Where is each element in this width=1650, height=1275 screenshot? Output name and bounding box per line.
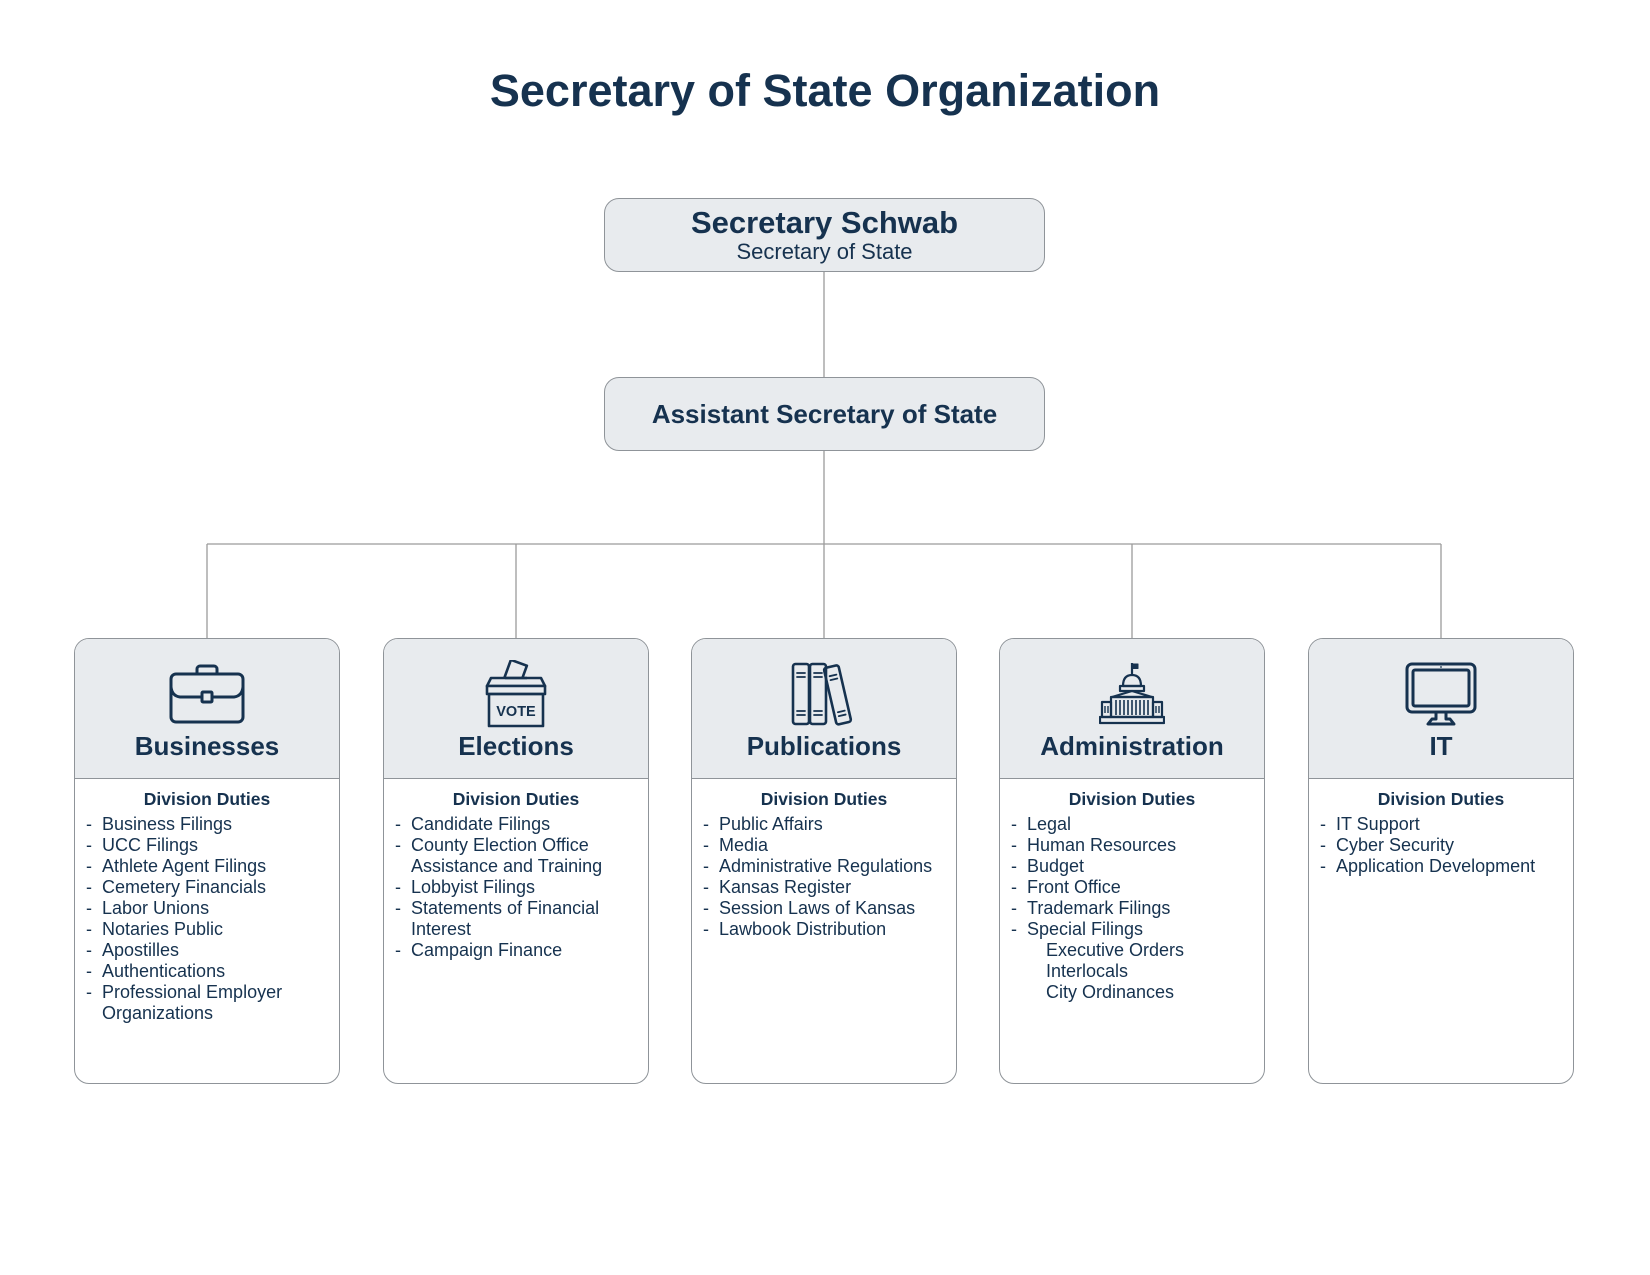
duty-item: - Administrative Regulations (719, 856, 952, 877)
capitol-building-icon (1000, 661, 1264, 727)
division-header (384, 639, 648, 779)
division-duties (692, 779, 956, 940)
computer-monitor-icon (1309, 661, 1573, 727)
duty-item: - Front Office (1027, 877, 1260, 898)
division-duties (384, 779, 648, 961)
duty-item: - Cemetery Financials (102, 877, 335, 898)
duty-item: - Public Affairs (719, 814, 952, 835)
duty-item-special-filings (1027, 919, 1260, 1003)
division-elections (383, 638, 649, 1084)
duty-item: - Candidate Filings (411, 814, 644, 835)
duties-heading: Division Duties (760, 789, 888, 809)
duty-item: - Professional Employer Organizations (102, 982, 335, 1024)
secretary-name: Secretary Schwab (690, 205, 959, 240)
division-name: IT (1429, 731, 1453, 761)
duties-list (692, 814, 956, 940)
duty-item: - Labor Unions (102, 898, 335, 919)
division-publications (691, 638, 957, 1084)
division-header (1309, 639, 1573, 779)
duties-list (384, 814, 648, 961)
duty-item: - Notaries Public (102, 919, 335, 940)
duty-item: - Cyber Security (1336, 835, 1569, 856)
sub-duty-item: Executive Orders (1046, 940, 1185, 960)
division-duties (75, 779, 339, 1024)
duty-item: - Lobbyist Filings (411, 877, 644, 898)
ballot-box-icon (384, 661, 648, 727)
secretary-box (604, 198, 1045, 272)
division-duties (1000, 779, 1264, 1003)
duty-item: - Kansas Register (719, 877, 952, 898)
duty-item: - Trademark Filings (1027, 898, 1260, 919)
duty-item: - Authentications (102, 961, 335, 982)
duty-item: - Statements of Financial Interest (411, 898, 644, 940)
division-administration (999, 638, 1265, 1084)
duties-heading: Division Duties (143, 789, 271, 809)
duty-item: - Lawbook Distribution (719, 919, 952, 940)
secretary-role: Secretary of State (736, 239, 913, 264)
duty-item: - UCC Filings (102, 835, 335, 856)
duty-item: - Campaign Finance (411, 940, 644, 961)
vote-label: VOTE (496, 704, 536, 720)
duty-item: - Media (719, 835, 952, 856)
duties-heading: Division Duties (1377, 789, 1505, 809)
duty-item: - Application Development (1336, 856, 1569, 877)
page-title: Secretary of State Organization (489, 65, 1161, 116)
assistant-secretary-box (604, 377, 1045, 451)
division-name: Administration (1040, 731, 1224, 761)
division-name: Elections (458, 731, 574, 761)
division-header (75, 639, 339, 779)
sub-duty-item: Interlocals (1046, 961, 1129, 981)
duties-list (1000, 814, 1264, 1003)
division-it (1308, 638, 1574, 1084)
briefcase-icon (75, 661, 339, 727)
division-duties (1309, 779, 1573, 877)
duty-item: - Budget (1027, 856, 1260, 877)
duties-list (75, 814, 339, 1024)
assistant-secretary-title: Assistant Secretary of State (651, 398, 998, 429)
division-header (692, 639, 956, 779)
special-filings-sublist (1027, 940, 1260, 1003)
division-businesses (74, 638, 340, 1084)
duty-item: - County Election Office Assistance and Training (411, 835, 644, 877)
duties-list (1309, 814, 1573, 877)
duty-item: - Business Filings (102, 814, 335, 835)
duties-heading: Division Duties (452, 789, 580, 809)
duty-item: - Athlete Agent Filings (102, 856, 335, 877)
division-name: Businesses (134, 731, 280, 761)
books-icon (692, 661, 956, 727)
sub-duty-item: City Ordinances (1046, 982, 1175, 1002)
duty-item: - Human Resources (1027, 835, 1260, 856)
duty-item: - Legal (1027, 814, 1260, 835)
duty-item-label: Special Filings (1027, 919, 1144, 939)
duty-item: - Session Laws of Kansas (719, 898, 952, 919)
duty-item: - Apostilles (102, 940, 335, 961)
duties-heading: Division Duties (1068, 789, 1196, 809)
division-header (1000, 639, 1264, 779)
duty-item: - IT Support (1336, 814, 1569, 835)
division-name: Publications (746, 731, 902, 761)
